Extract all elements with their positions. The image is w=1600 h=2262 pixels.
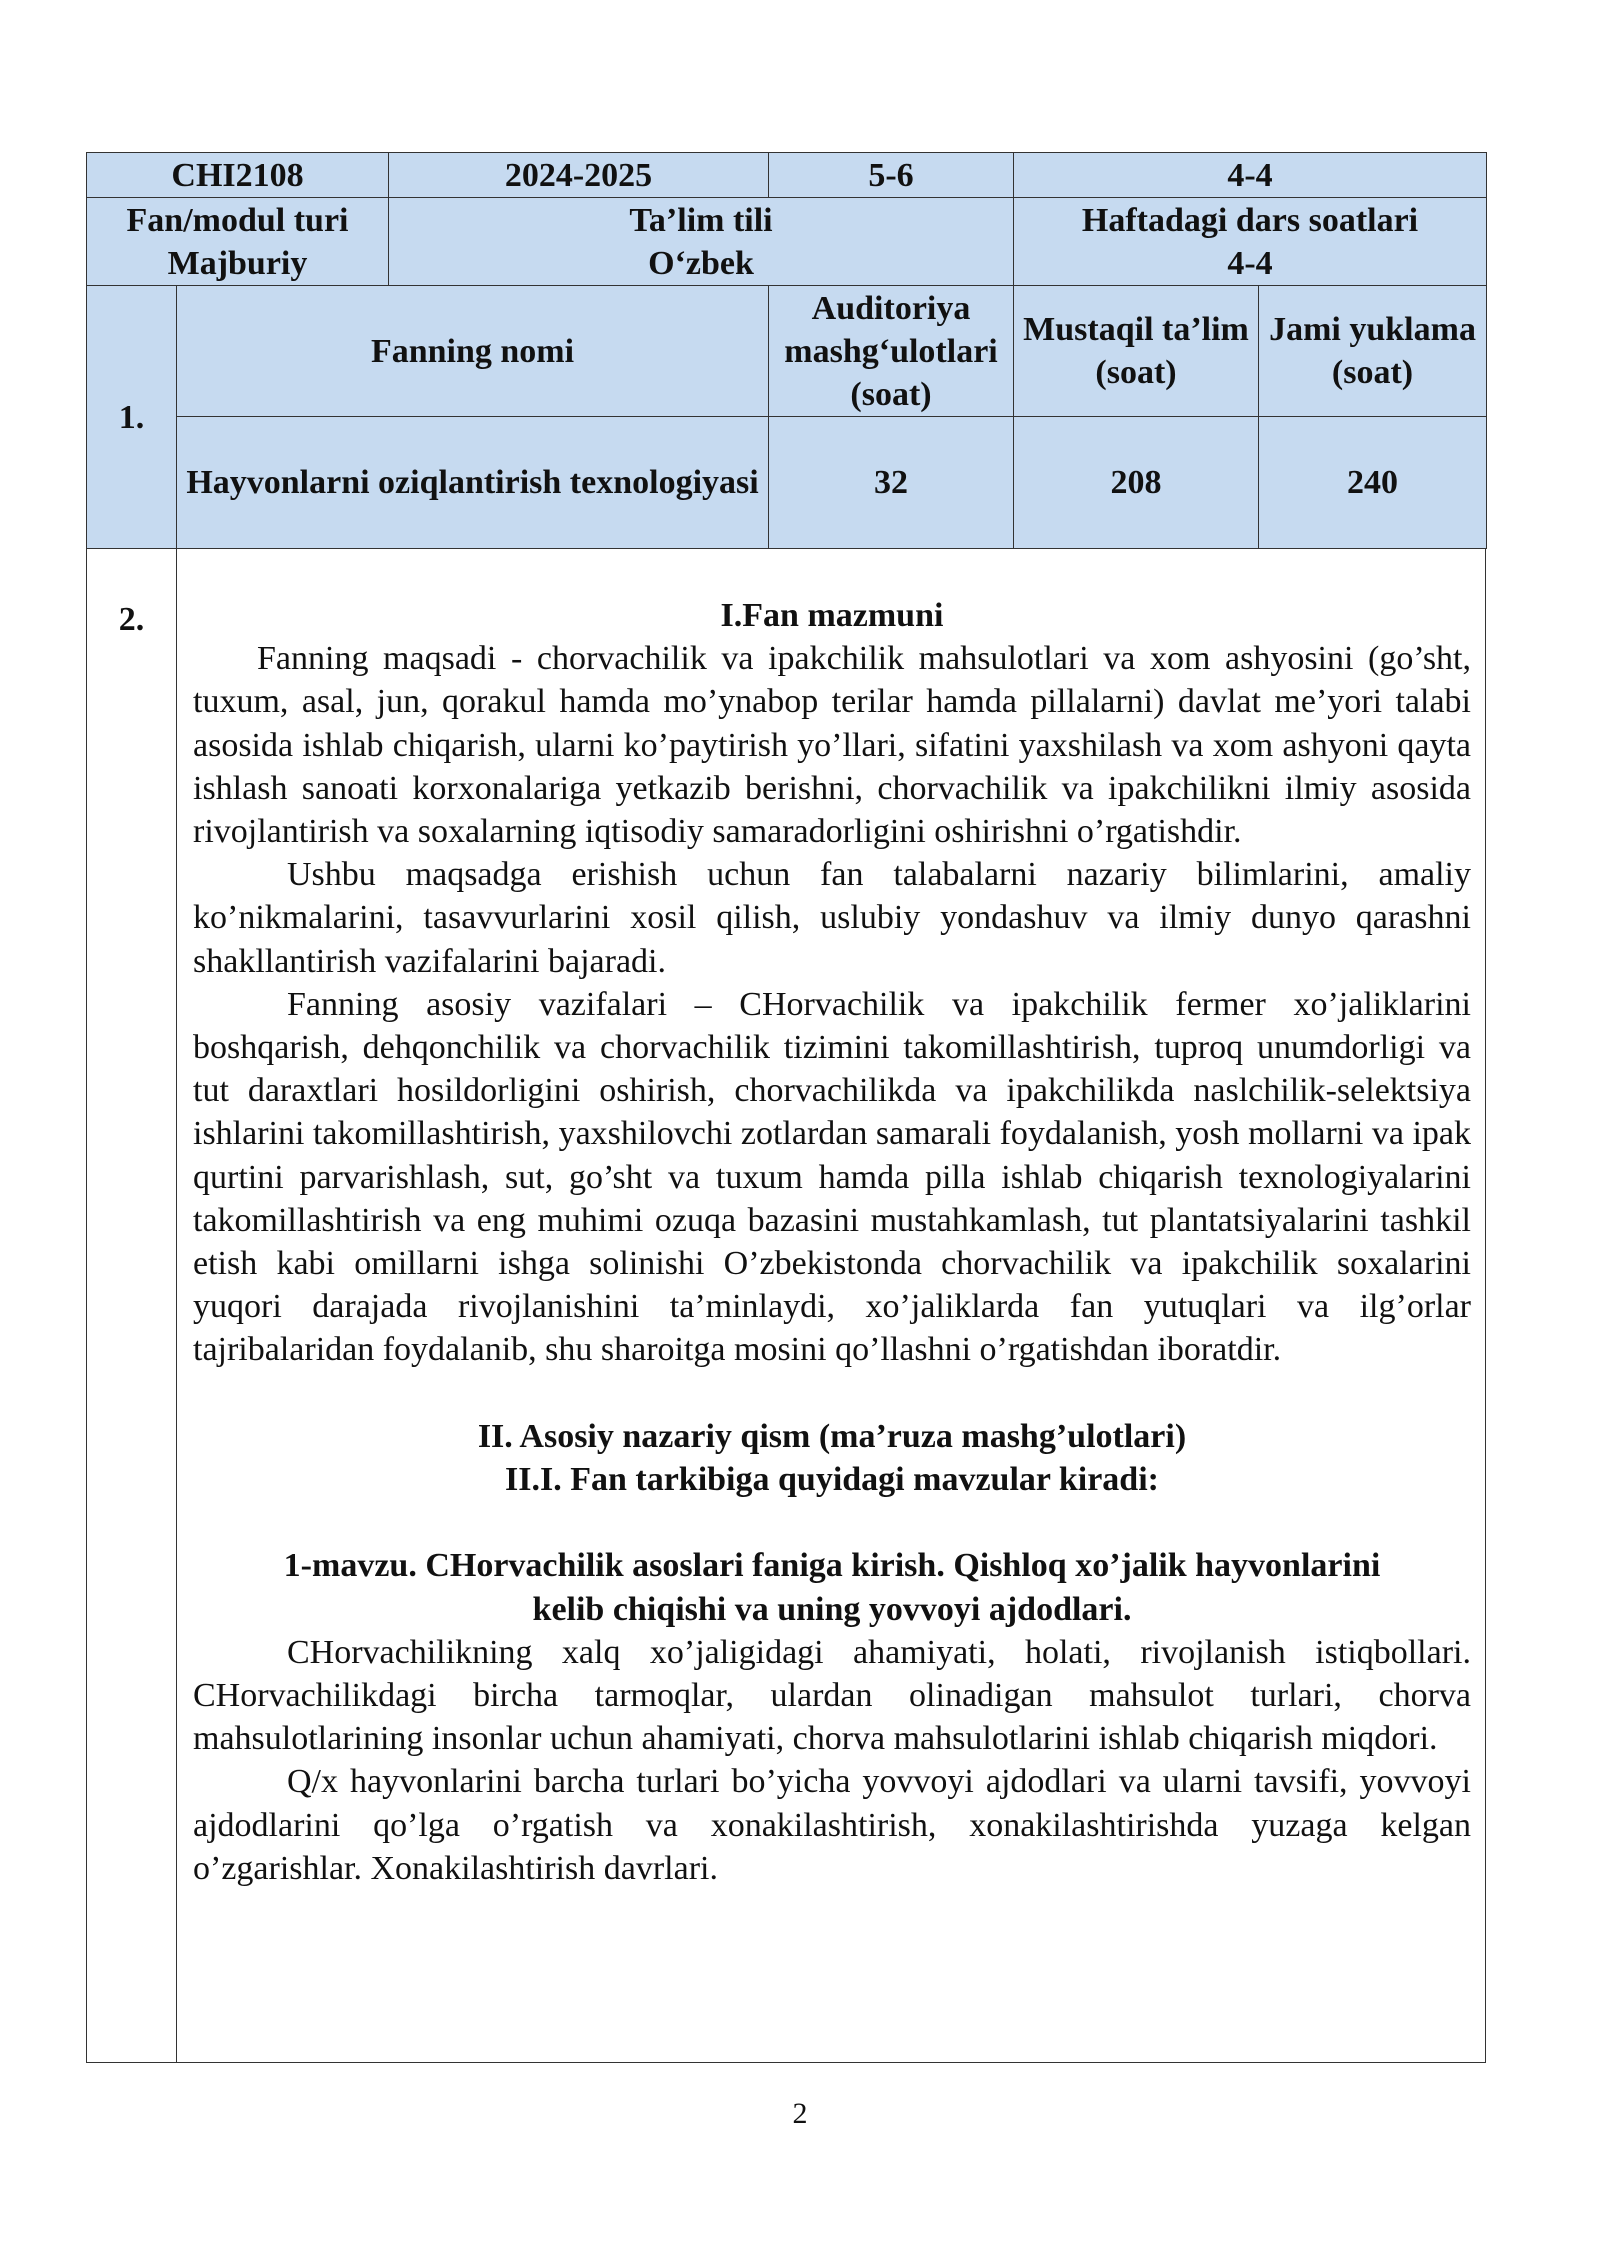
content-section	[86, 548, 1486, 2063]
col-subject-name: Fanning nomi	[177, 286, 769, 417]
col-auditory-hours: Auditoriya mashg‘ulotlari (soat)	[769, 286, 1014, 417]
col-independent-hours: Mustaqil ta’lim (soat)	[1014, 286, 1259, 417]
course-code: CHI2108	[87, 153, 389, 198]
language-value: O‘zbek	[648, 244, 754, 282]
weekly-hours-cell	[1014, 198, 1487, 286]
course-info-table	[86, 152, 1487, 549]
topic-title-line1: 1-mavzu. CHorvachilik asoslari faniga kirish. Qishloq xo’jalik hayvonlarini	[283, 1547, 1381, 1585]
module-type-label: Fan/modul turi	[126, 201, 349, 239]
auditory-hours-value: 32	[769, 417, 1014, 549]
weekly-hours-value: 4-4	[1227, 244, 1273, 282]
paragraph-objectives: Fanning asosiy vazifalari – CHorvachilik va ipakchilik fermer xo’jaliklarini boshqarish, dehqonchilik va chorvachilik tizimini takomillashtirish, tuproq unumdorligi va tut daraxtlari hosildorligini oshirish, chorvachilikda va ipakchilikda naslchilik-selektsiya ishlarini takomillashtirish, yaxshilovchi zotlardan samarali foydalanish, yosh mollarni va ipak qurtini parvarishlash, sut, go’sht va tuxum hamda pilla ishlab chiqarish texnologiyalarini takomillashtirish va eng muhimi ozuqa bazasini mustahkamlash, tut plantatsiyalarini tashkil etish kabi omillarni ishga solinishi O’zbekistonda chorvachilik va ipakchilik soxalarini yuqori darajada rivojlanishini ta’minlaydi, xo’jaliklarda fan yutuqlari va ilg’orlar tajribalaridan foydalanib, shu sharoitga mosini qo’llashni o’rgatishdan iboratdir.	[193, 985, 1471, 1369]
independent-hours-value: 208	[1014, 417, 1259, 549]
row-number-2: 2.	[118, 601, 145, 638]
row-number-column	[87, 548, 177, 2062]
subject-name: Hayvonlarni oziqlantirish texnologiyasi	[177, 417, 769, 549]
topic-paragraph: Q/x hayvonlarini barcha turlari bo’yicha yovvoyi ajdodlari va ularni tavsifi, yovvoyi ajdodlarini qo’lga o’rgatish va xonakilashtirish, xonakilashtirishda yuzaga kelgan o’zgarishlar. Xonakilashtirish davrlari.	[193, 1763, 1471, 1887]
paragraph-tasks: Ushbu maqsadga erishish uchun fan talabalarni nazariy bilimlarini, amaliy ko’nikmalarini, tasavvurlarini xosil qilish, uslubiy yondashuv va ilmiy dunyo qarashni shakllantirish vazifalarini bajaradi.	[193, 856, 1471, 980]
row-number-1: 1.	[87, 286, 177, 549]
page-number: 2	[792, 2097, 808, 2130]
topic-title-line2: kelib chiqishi va uning yovvoyi ajdodlari.	[532, 1590, 1132, 1628]
section-content	[193, 594, 1471, 1890]
language-label: Ta’lim tili	[629, 201, 773, 239]
weekly-hours-label: Haftadagi dars soatlari	[1081, 201, 1419, 239]
academic-year: 2024-2025	[389, 153, 769, 198]
section-title: I.Fan mazmuni	[720, 597, 944, 634]
spacer	[193, 1501, 1471, 1544]
module-type-cell	[87, 198, 389, 286]
topics-heading: II.I. Fan tarkibiga quyidagi mavzular kiradi:	[505, 1461, 1159, 1499]
semester: 5-6	[769, 153, 1014, 198]
total-hours-value: 240	[1259, 417, 1487, 549]
col-total-hours: Jami yuklama (soat)	[1259, 286, 1487, 417]
module-type-value: Majburiy	[167, 244, 308, 282]
credits: 4-4	[1014, 153, 1487, 198]
theory-heading: II. Asosiy nazariy qism (ma’ruza mashg’ulotlari)	[477, 1417, 1187, 1455]
spacer	[193, 1372, 1471, 1415]
topic-paragraph: CHorvachilikning xalq xo’jaligidagi ahamiyati, holati, rivojlanish istiqbollari. CHorvachilikdagi bircha tarmoqlar, ulardan olinadigan mahsulot turlari, chorva mahsulotlarining insonlar uchun ahamiyati, chorva mahsulotlarini ishlab chiqarish miqdori.	[193, 1633, 1471, 1758]
paragraph-goal: Fanning maqsadi - chorvachilik va ipakchilik mahsulotlari va xom ashyosini (go’sht, tuxum, asal, jun, qorakul hamda mo’ynabop terilar hamda pillalarni) davlat me’yori talabi asosida ishlab chiqarish, ularni ko’paytirish yo’llari, sifatini yaxshilash va xom ashyoni qayta ishlash sanoati korxonalariga yetkazib berishni, chorvachilik va ipakchilikni ilmiy asosida rivojlantirish va soxalarning iqtisodiy samaradorligini oshirishni o’rgatishdir.	[193, 640, 1471, 851]
language-cell	[389, 198, 1014, 286]
